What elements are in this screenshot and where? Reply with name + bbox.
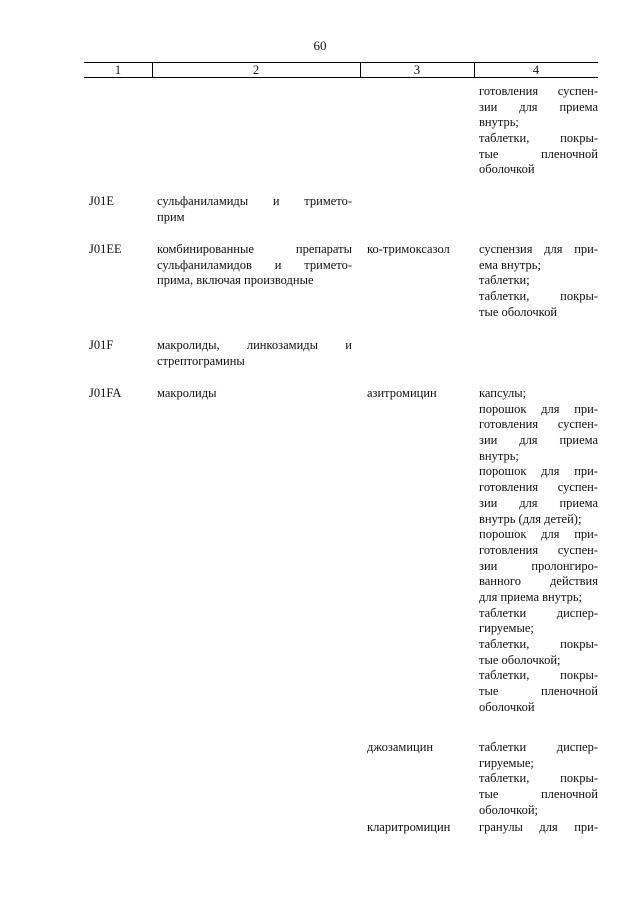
dosage-forms: [479, 740, 598, 818]
header-col-drug: 3: [413, 63, 421, 77]
dosage-forms-line: тые оболочкой;: [479, 652, 561, 667]
atc-group-name-line: макролиды, линкозамиды и: [157, 338, 352, 352]
drug-name: джозамицин: [367, 740, 434, 754]
dosage-forms: [479, 820, 598, 836]
drug-name: азитромицин: [367, 386, 437, 400]
table-header-bottom-border: [84, 77, 598, 78]
dosage-forms-line: оболочкой;: [479, 802, 538, 817]
dosage-forms-line: готовления суспен-: [479, 480, 598, 495]
dosage-forms-line: гируемые;: [479, 755, 534, 770]
dosage-forms-line: порошок для при-: [479, 464, 598, 479]
atc-code: J01F: [89, 338, 114, 352]
dosage-forms-line: ванного действия: [479, 574, 598, 589]
header-col-code: 1: [114, 63, 122, 77]
dosage-forms-line: тые пленочной: [479, 787, 598, 802]
dosage-forms-line: тые пленочной: [479, 684, 598, 699]
dosage-forms: [479, 242, 598, 320]
dosage-forms-line: оболочкой: [479, 699, 535, 714]
header-col-group: 2: [252, 63, 260, 77]
dosage-forms-line: готовления суспен-: [479, 84, 598, 98]
dosage-forms-line: таблетки, покры-: [479, 637, 598, 651]
dosage-forms-line: зии для приема: [479, 495, 598, 510]
atc-group-name-line: прима, включая производные: [157, 273, 314, 288]
drug-name: ко-тримоксазол: [367, 242, 450, 256]
dosage-forms-line: для приема внутрь;: [479, 589, 583, 604]
dosage-forms-line: зии для приема: [479, 99, 598, 114]
dosage-forms-line: таблетки, покры-: [479, 289, 598, 304]
dosage-forms-line: таблетки диспер-: [479, 605, 598, 620]
dosage-forms-line: внутрь;: [479, 448, 519, 463]
atc-group-name: [157, 386, 352, 402]
dosage-forms-line: таблетки, покры-: [479, 771, 598, 786]
dosage-forms-line: гранулы для при-: [479, 820, 598, 834]
dosage-forms-line: готовления суспен-: [479, 542, 598, 557]
atc-group-name-line: стрептограмины: [157, 353, 245, 368]
dosage-forms-line: зии пролонгиро-: [479, 558, 598, 573]
dosage-forms-line: готовления суспен-: [479, 417, 598, 432]
atc-group-name: [157, 242, 352, 289]
atc-group-name-line: макролиды: [157, 386, 217, 400]
dosage-forms-line: таблетки;: [479, 273, 530, 288]
dosage-forms-line: таблетки, покры-: [479, 131, 598, 146]
dosage-forms-line: внутрь;: [479, 115, 519, 130]
dosage-forms-line: тые оболочкой: [479, 304, 558, 319]
dosage-forms-line: порошок для при-: [479, 401, 598, 416]
dosage-forms-line: капсулы;: [479, 386, 527, 400]
dosage-forms-line: оболочкой: [479, 162, 535, 177]
dosage-forms-line: гируемые;: [479, 621, 534, 636]
atc-group-name-line: комбинированные препараты: [157, 242, 352, 256]
atc-group-name-line: прим: [157, 209, 185, 224]
dosage-forms-line: внутрь (для детей);: [479, 511, 582, 526]
atc-code: J01FA: [89, 386, 122, 400]
atc-group-name-line: сульфаниламидов и тримето-: [157, 257, 352, 272]
atc-code: J01EE: [89, 242, 122, 256]
atc-group-name-line: сульфаниламиды и тримето-: [157, 194, 352, 208]
dosage-forms-line: таблетки диспер-: [479, 740, 598, 754]
page-number: 60: [313, 38, 327, 53]
drug-name: кларитромицин: [367, 820, 451, 834]
atc-code: J01E: [89, 194, 114, 208]
dosage-forms-line: таблетки, покры-: [479, 668, 598, 683]
atc-group-name: [157, 338, 352, 369]
atc-group-name: [157, 194, 352, 225]
dosage-forms-line: ема внутрь;: [479, 257, 541, 272]
header-col-forms: 4: [532, 63, 540, 77]
dosage-forms: [479, 386, 598, 715]
dosage-forms-line: порошок для при-: [479, 527, 598, 542]
dosage-forms: [479, 84, 598, 178]
dosage-forms-line: тые пленочной: [479, 146, 598, 161]
dosage-forms-line: зии для приема: [479, 433, 598, 448]
dosage-forms-line: суспензия для при-: [479, 242, 598, 256]
